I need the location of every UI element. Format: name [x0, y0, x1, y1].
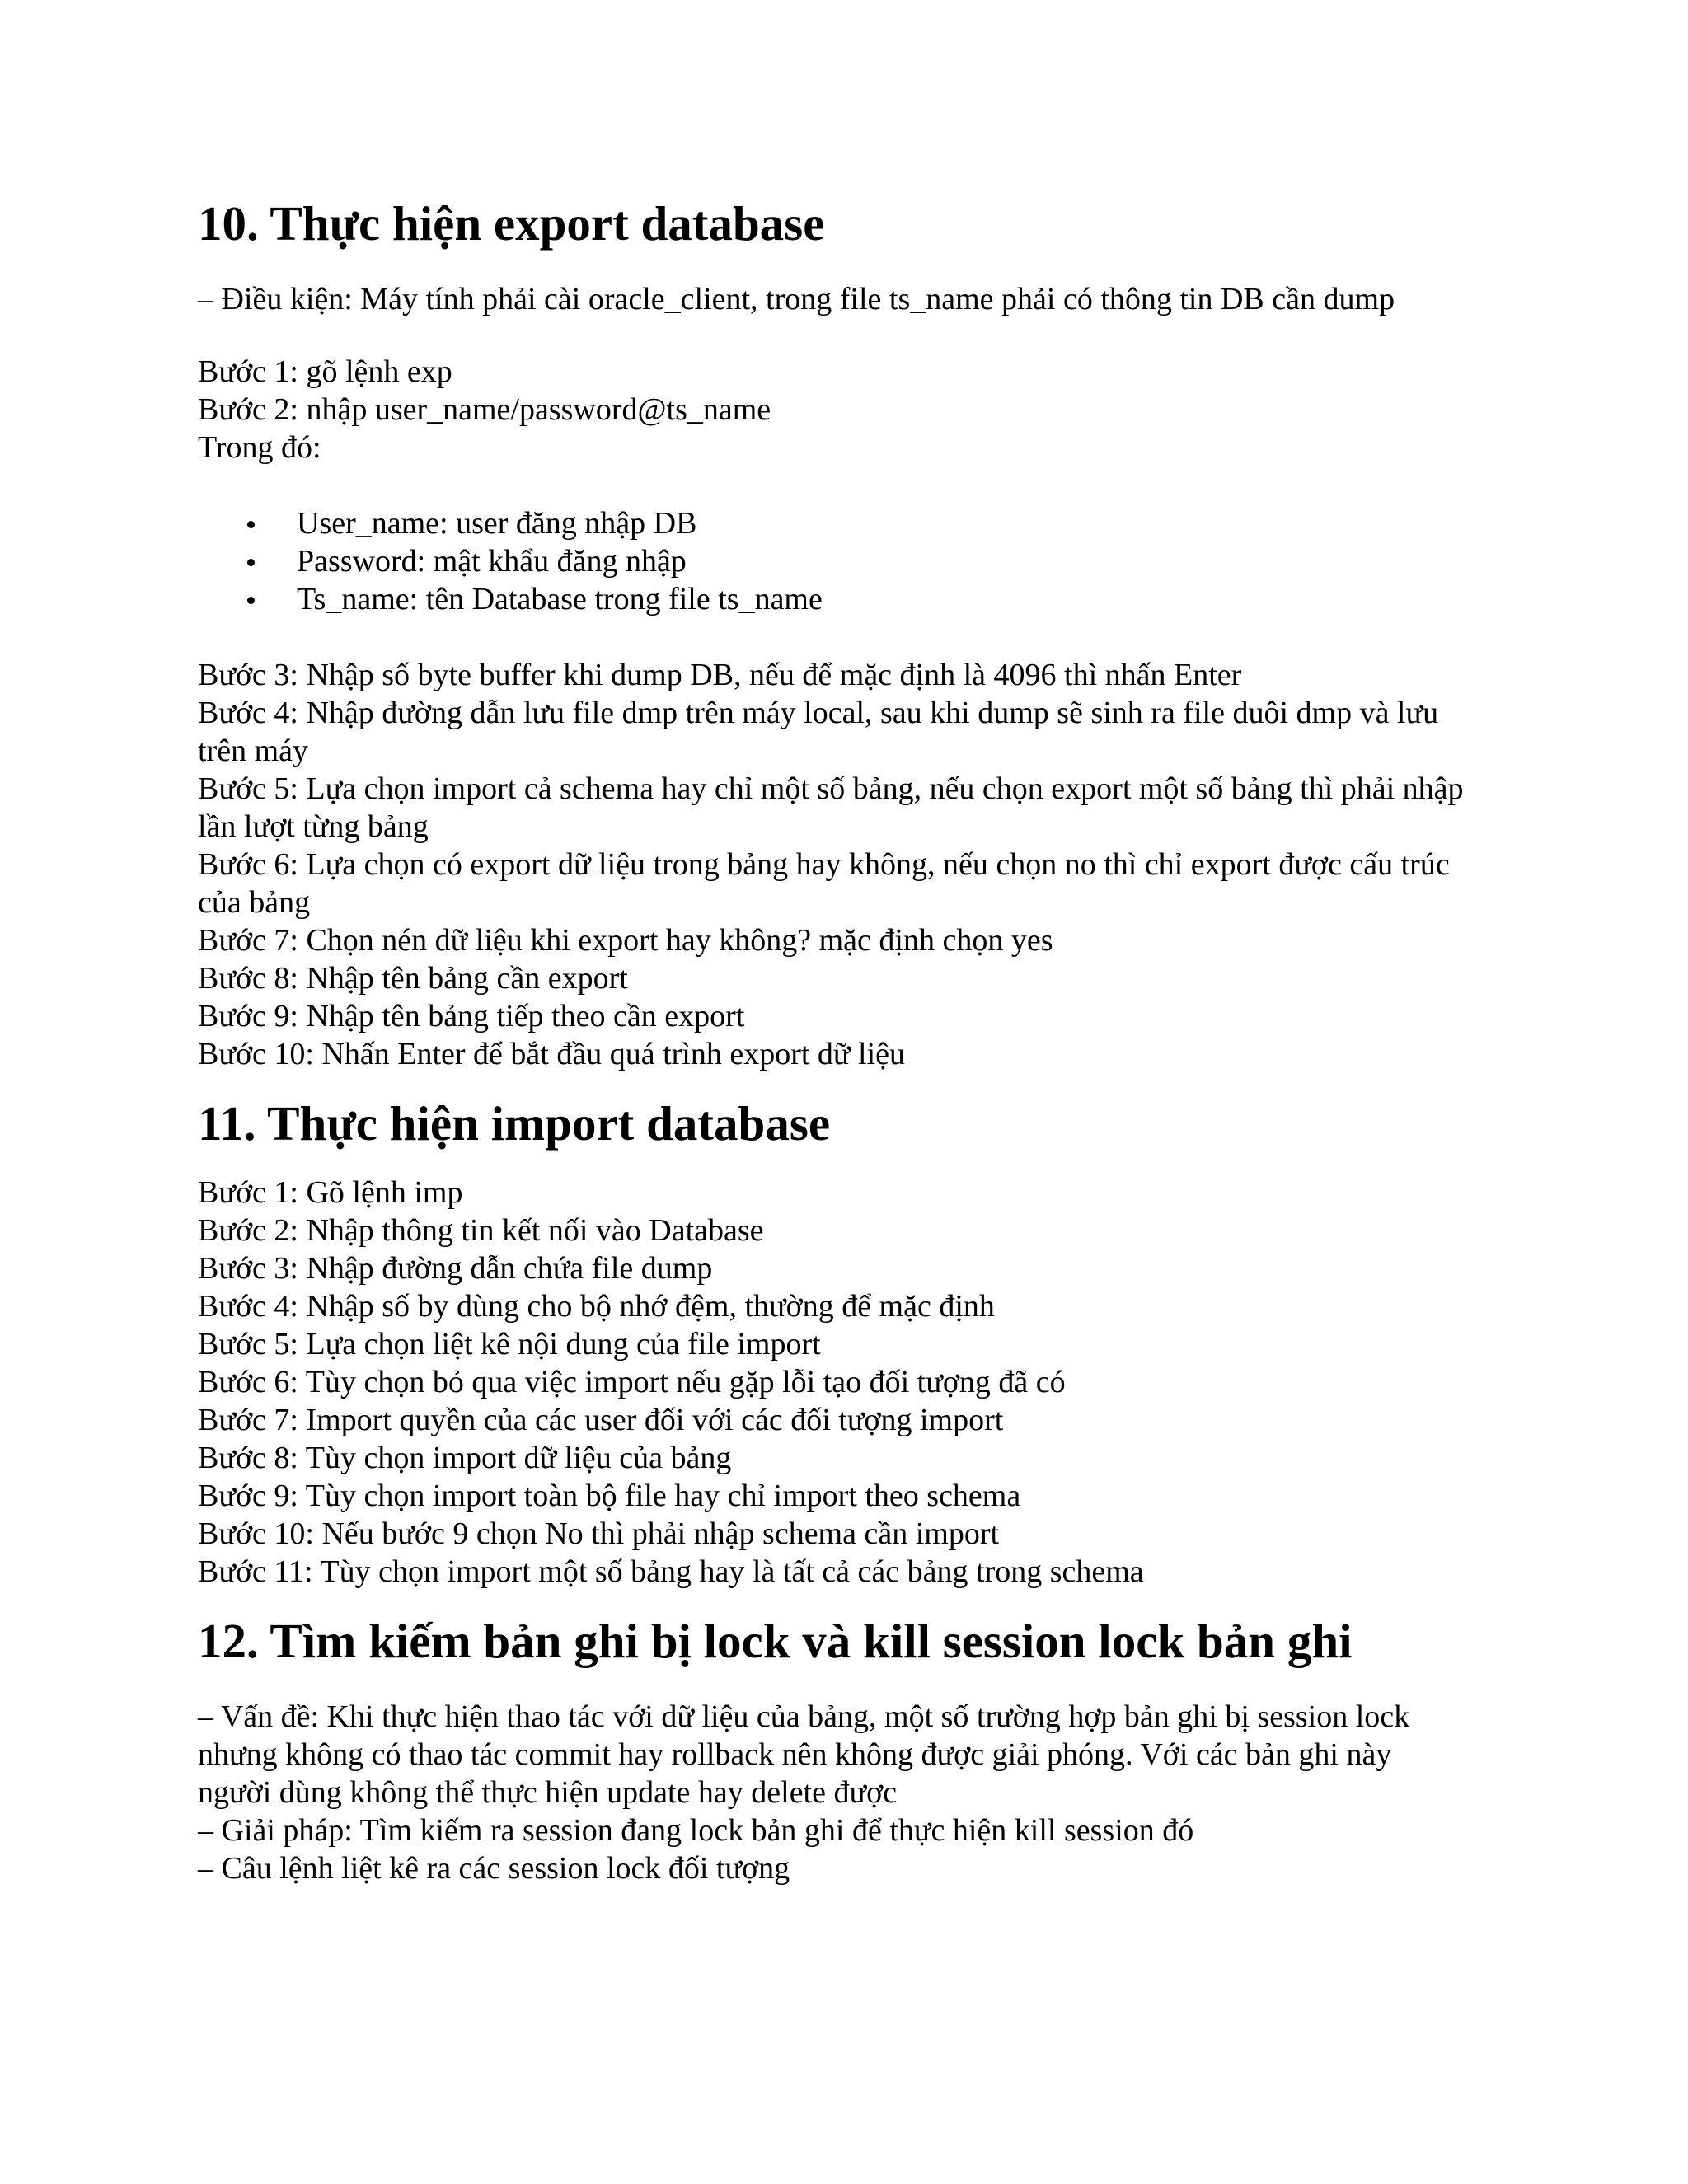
parameter-bullet-list — [198, 504, 1500, 618]
step-line: Bước 6: Tùy chọn bỏ qua việc import nếu gặp lỗi tạo đối tượng đã có — [198, 1365, 1066, 1399]
bullet-text: User_name: user đăng nhập DB — [297, 506, 697, 541]
bullet-item — [198, 504, 1500, 542]
section-10-steps-b — [198, 656, 1500, 1073]
step-line: Bước 8: Tùy chọn import dữ liệu của bảng — [198, 1441, 732, 1475]
step-line: Bước 4: Nhập đường dẫn lưu file dmp trên máy local, sau khi dump sẽ sinh ra file duôi dmp và lưu trên máy — [198, 696, 1439, 768]
step-line: Bước 10: Nếu bước 9 chọn No thì phải nhập schema cần import — [198, 1516, 1000, 1551]
step-line: Bước 6: Lựa chọn có export dữ liệu trong bảng hay không, nếu chọn no thì chỉ export được cấu trúc của bảng — [198, 847, 1450, 920]
step-line: Bước 9: Nhập tên bảng tiếp theo cần export — [198, 999, 745, 1033]
section-11-steps — [198, 1174, 1500, 1591]
section-10-steps-a — [198, 353, 1500, 466]
bullet-item — [198, 580, 1500, 618]
bullet-dot-icon — [247, 521, 255, 528]
step-line: Bước 3: Nhập số byte buffer khi dump DB, nếu để mặc định là 4096 thì nhấn Enter — [198, 658, 1242, 692]
bullet-text: Password: mật khẩu đăng nhập — [297, 544, 687, 579]
paragraph: – Giải pháp: Tìm kiếm ra session đang lock bản ghi để thực hiện kill session đó — [198, 1813, 1194, 1848]
step-line: Bước 8: Nhập tên bảng cần export — [198, 961, 628, 996]
section-12-body — [198, 1698, 1500, 1887]
step-line: Trong đó: — [198, 430, 321, 465]
step-line: Bước 3: Nhập đường dẫn chứa file dump — [198, 1251, 713, 1286]
step-line: Bước 1: gõ lệnh exp — [198, 354, 452, 389]
bullet-dot-icon — [247, 597, 255, 604]
section-10-heading: 10. Thực hiện export database — [198, 196, 825, 251]
step-line: Bước 7: Chọn nén dữ liệu khi export hay không? mặc định chọn yes — [198, 923, 1053, 958]
step-line: Bước 2: Nhập thông tin kết nối vào Database — [198, 1213, 764, 1248]
section-12-heading: 12. Tìm kiếm bản ghi bị lock và kill session lock bản ghi — [198, 1614, 1353, 1668]
step-line: Bước 2: nhập user_name/password@ts_name — [198, 392, 771, 427]
bullet-text: Ts_name: tên Database trong file ts_name — [297, 582, 823, 616]
step-line: Bước 9: Tùy chọn import toàn bộ file hay chỉ import theo schema — [198, 1479, 1021, 1513]
section-10-condition: – Điều kiện: Máy tính phải cài oracle_client, trong file ts_name phải có thông tin DB cần dump — [198, 282, 1395, 316]
paragraph: – Vấn đề: Khi thực hiện thao tác với dữ liệu của bảng, một số trường hợp bản ghi bị session lock nhưng không có thao tác commit hay rollback nên không được giải phóng. Với các bản ghi này người dùng không thể thực hiện update hay delete được — [198, 1699, 1410, 1810]
paragraph: – Câu lệnh liệt kê ra các session lock đối tượng — [198, 1851, 790, 1886]
section-11-heading: 11. Thực hiện import database — [198, 1096, 830, 1151]
step-line: Bước 5: Lựa chọn liệt kê nội dung của file import — [198, 1327, 821, 1361]
step-line: Bước 1: Gõ lệnh imp — [198, 1175, 463, 1210]
step-line: Bước 5: Lựa chọn import cả schema hay chỉ một số bảng, nếu chọn export một số bảng thì phải nhập lần lượt từng bảng — [198, 771, 1464, 844]
step-line: Bước 4: Nhập số by dùng cho bộ nhớ đệm, thường để mặc định — [198, 1289, 995, 1324]
step-line: Bước 11: Tùy chọn import một số bảng hay là tất cả các bảng trong schema — [198, 1554, 1144, 1589]
step-line: Bước 10: Nhấn Enter để bắt đầu quá trình export dữ liệu — [198, 1037, 906, 1071]
bullet-item — [198, 542, 1500, 580]
step-line: Bước 7: Import quyền của các user đối với các đối tượng import — [198, 1403, 1004, 1437]
document-page — [198, 0, 1500, 1887]
bullet-dot-icon — [247, 559, 255, 566]
